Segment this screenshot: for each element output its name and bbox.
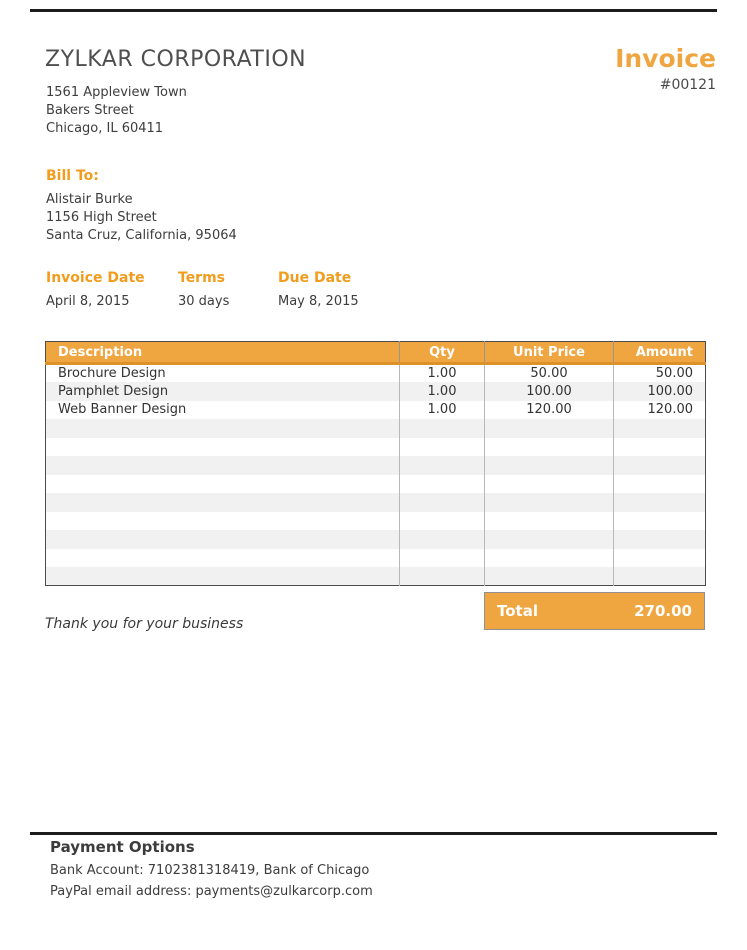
terms-label: Terms [178, 270, 226, 286]
bank-account-line: Bank Account: 7102381318419, Bank of Chicago [50, 863, 370, 878]
empty-cell [400, 438, 485, 457]
item-description: Brochure Design [58, 366, 166, 381]
empty-cell [485, 493, 614, 512]
empty-cell [46, 493, 400, 512]
company-address-line: Bakers Street [46, 103, 134, 118]
bill-to-address [46, 191, 237, 245]
empty-cell [46, 512, 400, 531]
table-row [46, 401, 706, 420]
item-qty: 1.00 [400, 401, 485, 420]
item-description: Web Banner Design [58, 402, 187, 418]
empty-cell [46, 419, 400, 438]
empty-table-row [46, 475, 706, 494]
empty-cell [46, 549, 400, 568]
empty-table-row [46, 419, 706, 438]
empty-table-row [46, 530, 706, 549]
item-unit-price: 50.00 [485, 364, 614, 383]
terms-field [178, 270, 278, 309]
table-row [46, 364, 706, 383]
empty-cell [485, 456, 614, 475]
terms-value: 30 days [178, 294, 230, 309]
empty-table-row [46, 456, 706, 475]
footer-rule [30, 832, 717, 835]
invoice-number: #00121 [659, 77, 716, 93]
invoice-meta-row [46, 270, 418, 309]
empty-cell [46, 456, 400, 475]
empty-cell [485, 419, 614, 438]
top-rule [30, 9, 717, 12]
empty-cell [614, 438, 706, 457]
item-qty: 1.00 [400, 364, 485, 383]
empty-cell [614, 493, 706, 512]
payment-options-heading: Payment Options [50, 838, 195, 856]
company-address [46, 84, 187, 138]
empty-table-row [46, 549, 706, 568]
column-header-qty: Qty [400, 342, 485, 364]
empty-cell [400, 419, 485, 438]
empty-cell [485, 438, 614, 457]
paypal-line: PayPal email address: payments@zulkarcorp.com [50, 884, 373, 899]
item-amount: 100.00 [614, 382, 706, 401]
empty-cell [400, 512, 485, 531]
bill-to-section [46, 168, 237, 245]
item-amount: 120.00 [614, 401, 706, 420]
table-header [46, 342, 706, 364]
empty-cell [485, 549, 614, 568]
item-description: Pamphlet Design [58, 383, 169, 399]
invoice-title: Invoice [615, 44, 716, 73]
empty-cell [400, 475, 485, 494]
payment-options-details [50, 860, 373, 902]
empty-cell [400, 549, 485, 568]
empty-cell [614, 512, 706, 531]
bill-to-line: Santa Cruz, California, 95064 [46, 228, 237, 243]
empty-cell [485, 567, 614, 586]
invoice-date-label: Invoice Date [46, 270, 145, 286]
empty-cell [400, 530, 485, 549]
empty-cell [485, 475, 614, 494]
empty-cell [614, 530, 706, 549]
column-header-description: Description [46, 342, 400, 364]
table-row [46, 382, 706, 401]
invoice-date-value: April 8, 2015 [46, 294, 130, 309]
bill-to-line: Alistair Burke [46, 192, 133, 207]
empty-cell [46, 530, 400, 549]
due-date-value: May 8, 2015 [278, 294, 359, 309]
item-qty: 1.00 [400, 382, 485, 401]
item-unit-price: 120.00 [485, 401, 614, 420]
empty-cell [614, 419, 706, 438]
empty-cell [400, 493, 485, 512]
item-unit-price: 100.00 [485, 382, 614, 401]
column-header-amount: Amount [614, 342, 706, 364]
invoice-date-field [46, 270, 178, 309]
empty-cell [46, 567, 400, 586]
empty-cell [400, 456, 485, 475]
empty-table-row [46, 438, 706, 457]
empty-cell [485, 530, 614, 549]
empty-cell [614, 549, 706, 568]
empty-cell [46, 438, 400, 457]
table-header-row [46, 342, 706, 364]
line-items-table [45, 341, 706, 586]
total-label: Total [497, 602, 538, 620]
item-amount: 50.00 [614, 364, 706, 383]
due-date-label: Due Date [278, 270, 352, 286]
company-name: ZYLKAR CORPORATION [45, 47, 307, 72]
due-date-field [278, 270, 418, 309]
company-address-line: Chicago, IL 60411 [46, 121, 164, 136]
empty-cell [485, 512, 614, 531]
table-body [46, 364, 706, 586]
total-value: 270.00 [634, 602, 692, 620]
empty-cell [614, 475, 706, 494]
empty-cell [614, 456, 706, 475]
bill-to-label: Bill To: [46, 168, 99, 184]
empty-cell [614, 567, 706, 586]
empty-cell [400, 567, 485, 586]
bill-to-line: 1156 High Street [46, 210, 157, 225]
empty-table-row [46, 512, 706, 531]
thank-you-note: Thank you for your business [45, 616, 244, 632]
company-address-line: 1561 Appleview Town [46, 85, 187, 100]
empty-cell [46, 475, 400, 494]
empty-table-row [46, 567, 706, 586]
total-box [484, 592, 705, 630]
empty-table-row [46, 493, 706, 512]
invoice-header [615, 45, 716, 93]
column-header-unit-price: Unit Price [485, 342, 614, 364]
